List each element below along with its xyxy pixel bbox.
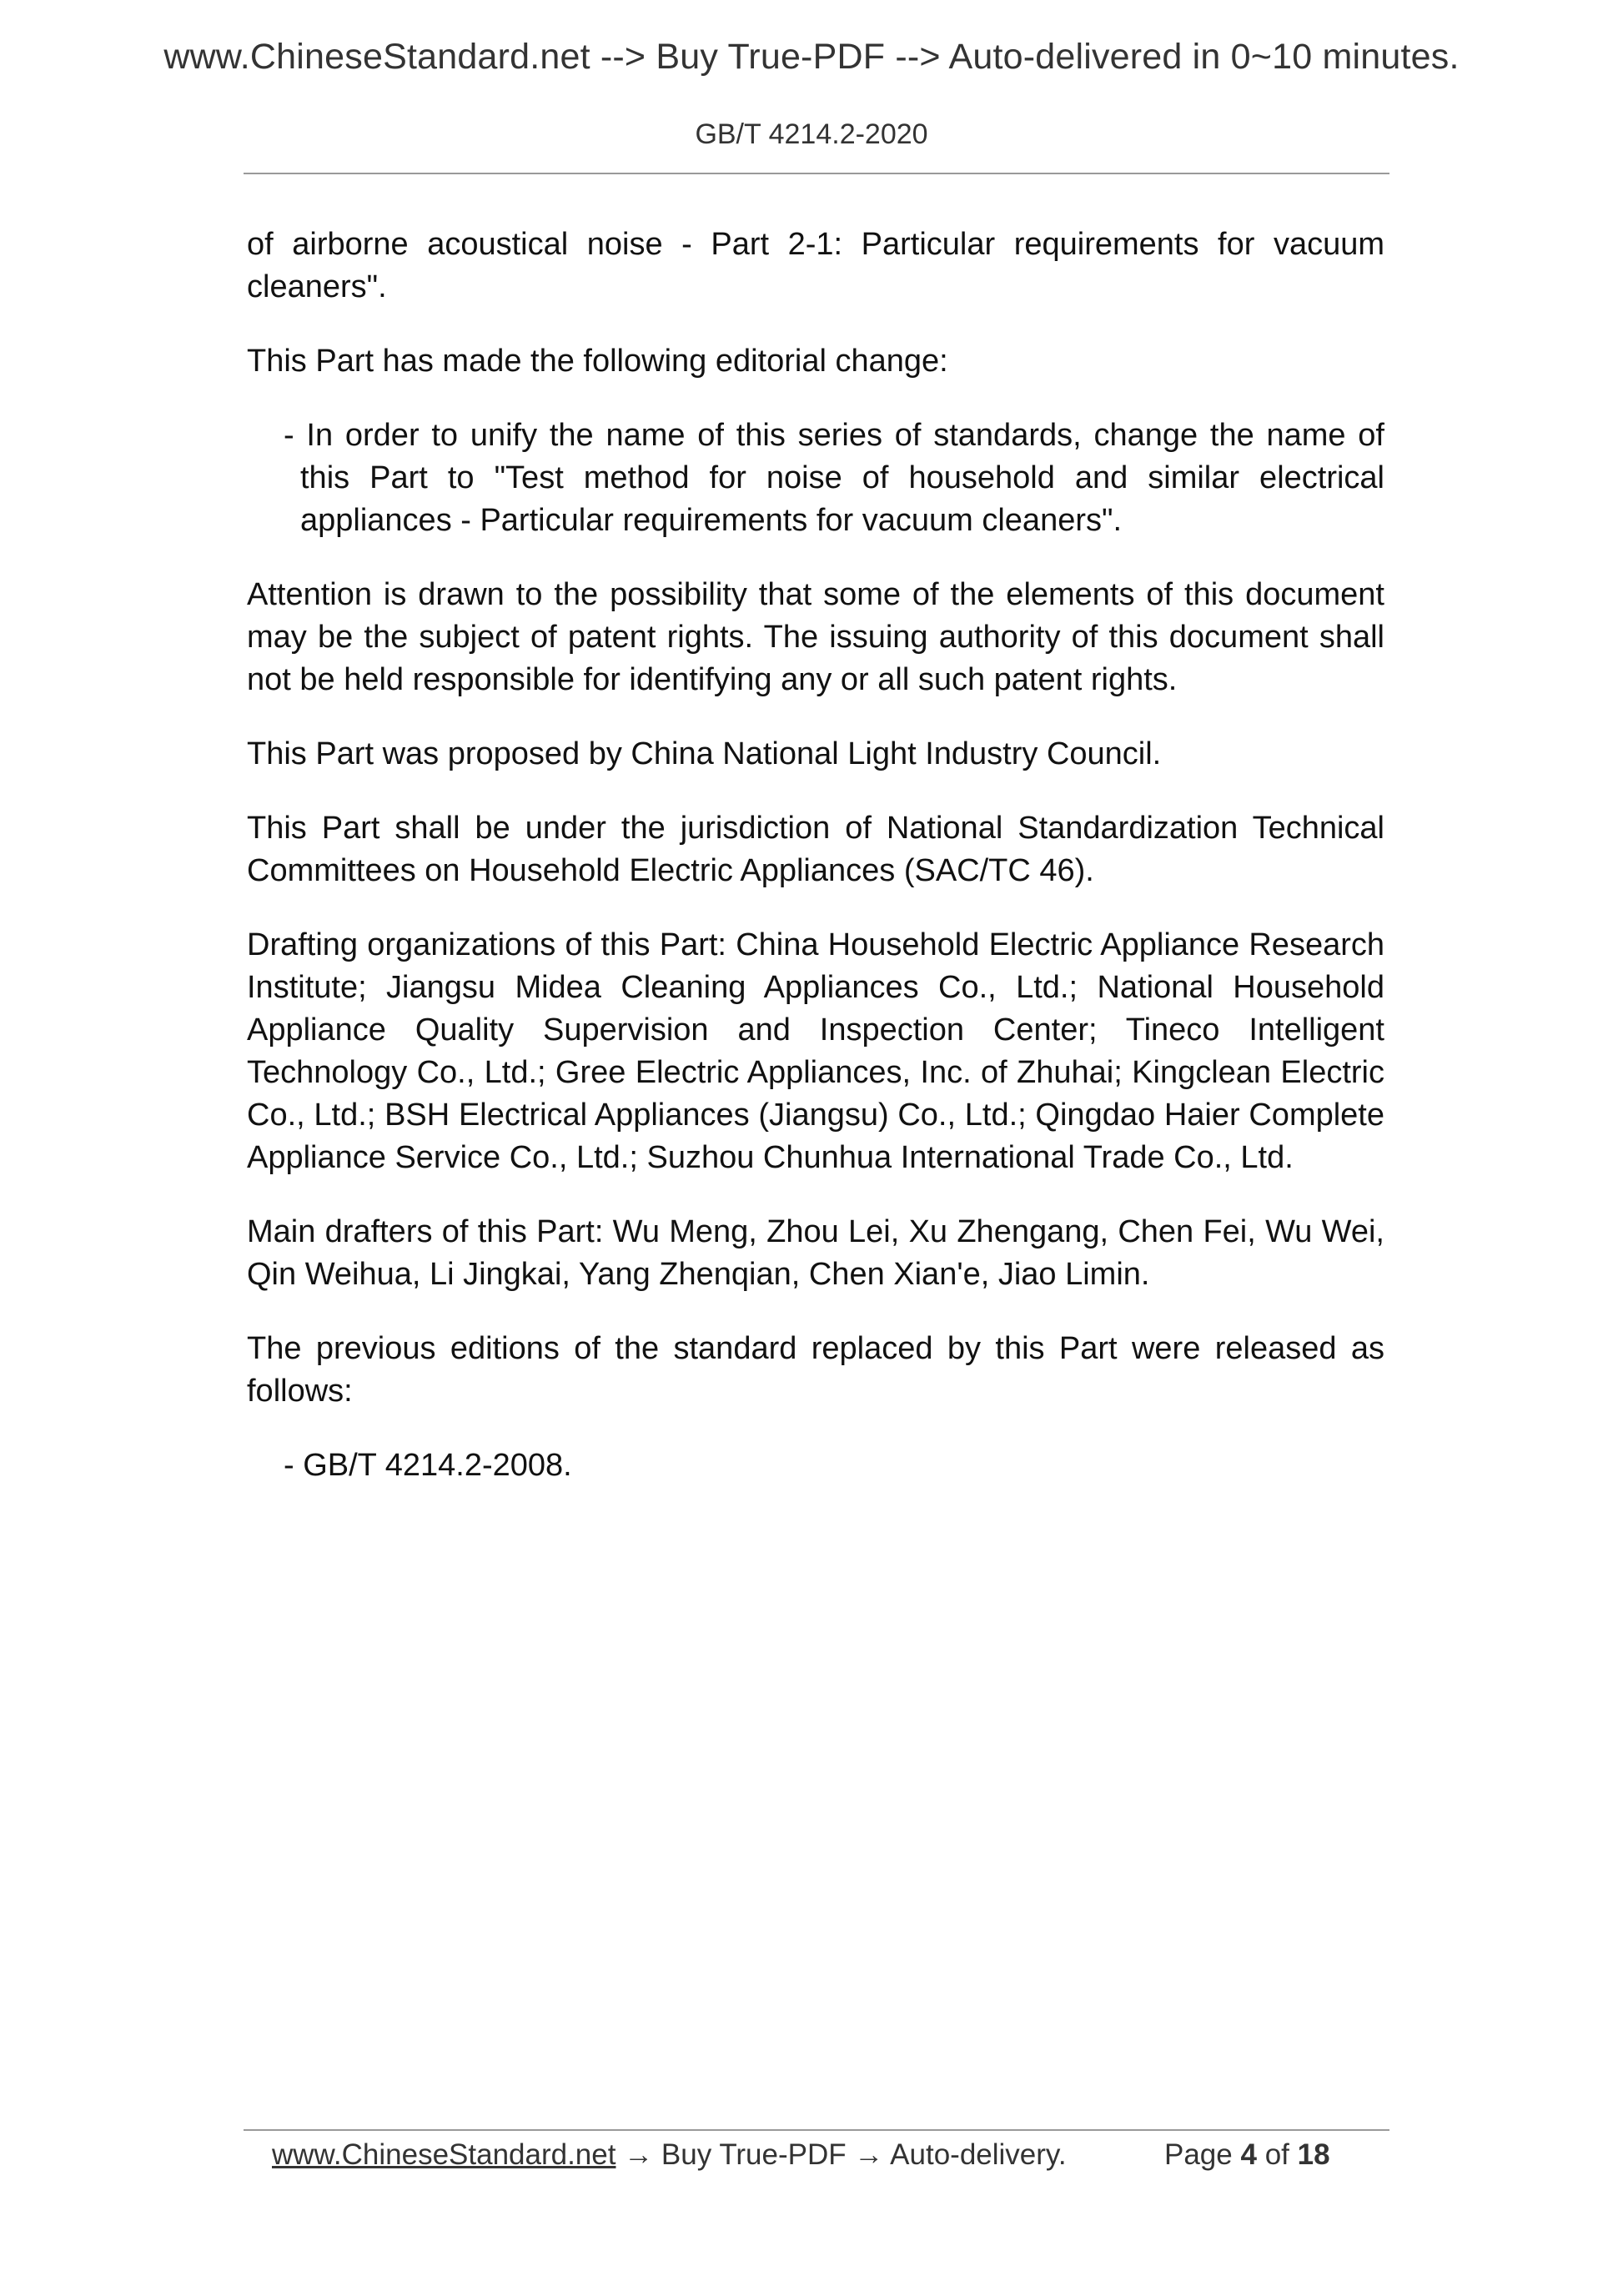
paragraph-main-drafters: Main drafters of this Part: Wu Meng, Zhou Lei, Xu Zhengang, Chen Fei, Wu Wei, Qin Weihua, Li Jingkai, Yang Zhenqian, Chen Xian'e, Jiao Limin. [247, 1214, 1384, 1292]
page-footer [272, 2138, 1356, 2172]
top-banner: www.ChineseStandard.net --> Buy True-PDF --> Auto-delivered in 0~10 minutes. [163, 37, 1460, 77]
list-item-name-change: - In order to unify the name of this series of standards, change the name of this Part to "Test method for noise of household and similar electrical appliances - Particular requirements for vacuum cleaners". [284, 418, 1384, 538]
paragraph-jurisdiction: This Part shall be under the jurisdiction of National Standardization Technical Committees on Household Electric Appliances (SAC/TC 46). [247, 811, 1384, 888]
document-code: GB/T 4214.2-2020 [695, 118, 928, 150]
page-indicator [1164, 2138, 1330, 2172]
paragraph-proposed-by: This Part was proposed by China National Light Industry Council. [247, 736, 1162, 771]
footer-divider [244, 2129, 1389, 2131]
page-label: Page [1164, 2138, 1233, 2171]
footer-site-link[interactable]: www.ChineseStandard.net [272, 2138, 616, 2171]
list-item-previous-edition: - GB/T 4214.2-2008. [284, 1448, 572, 1483]
paragraph-drafting-organizations: Drafting organizations of this Part: China Household Electric Appliance Research Institute; Jiangsu Midea Cleaning Appliances Co., Ltd.; National Household Appliance Quality Supervision and Inspection Center; Tineco Intelligent Technology Co., Ltd.; Gree Electric Appliances, Inc. of Zhuhai; Kingclean Electric Co., Ltd.; BSH Electrical Appliances (Jiangsu) Co., Ltd.; Qingdao Haier Complete Appliance Service Co., Ltd.; Suzhou Chunhua International Trade Co., Ltd. [247, 927, 1384, 1175]
paragraph-previous-editions: The previous editions of the standard replaced by this Part were released as follows: [247, 1331, 1384, 1409]
document-body [247, 224, 1384, 1519]
paragraph-editorial-change-intro: This Part has made the following editorial change: [247, 344, 948, 379]
page-current: 4 [1240, 2138, 1257, 2171]
header-divider [244, 173, 1389, 174]
footer-tagline: → Buy True-PDF → Auto-delivery. [616, 2138, 1067, 2171]
paragraph-patent-notice: Attention is drawn to the possibility that some of the elements of this document may be the subject of patent rights. The issuing authority of this document shall not be held responsible for identifying any or all such patent rights. [247, 577, 1384, 697]
of-label: of [1264, 2138, 1289, 2171]
paragraph-title-continuation: of airborne acoustical noise - Part 2-1: Particular requirements for vacuum cleaners". [247, 227, 1384, 304]
page-total: 18 [1297, 2138, 1330, 2171]
